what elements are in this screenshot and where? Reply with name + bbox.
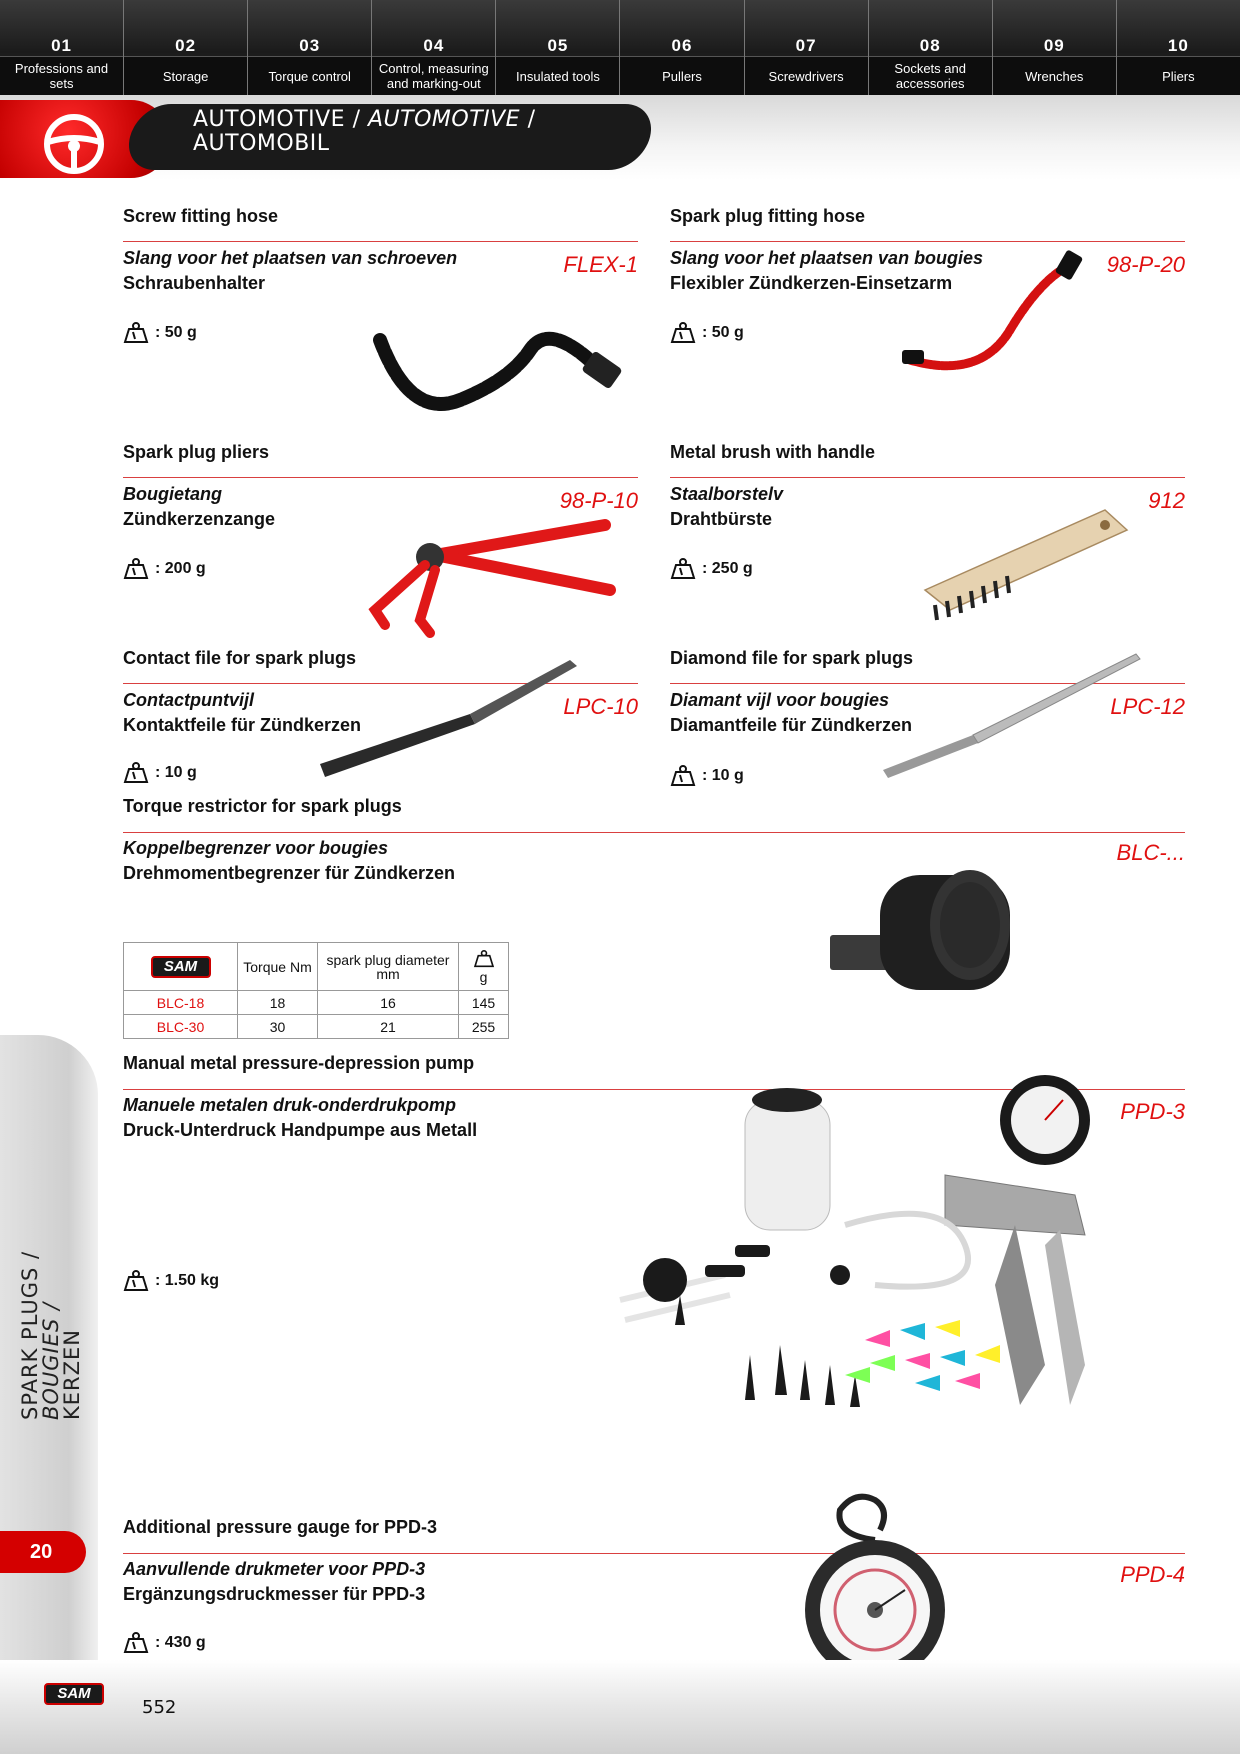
product-title: Diamond file for spark plugs (670, 648, 914, 668)
product-name-de: Diamantfeile für Zündkerzen (670, 715, 913, 735)
blc-spec-table (123, 942, 509, 1039)
nav-number: 05 (547, 36, 569, 55)
product-name-de: Ergänzungsdruckmesser für PPD-3 (123, 1584, 426, 1604)
product-title: Manual metal pressure-depression pump (123, 1053, 475, 1073)
metal-brush-image (915, 495, 1135, 630)
divider (123, 832, 1185, 833)
nav-label: Wrenches (1025, 68, 1084, 84)
fitting-hose-image (900, 250, 1090, 380)
spark-plug-pliers-image (365, 515, 625, 640)
weight-scale-icon (123, 762, 149, 784)
nav-tab-pliers[interactable] (1117, 0, 1240, 95)
row-weight: 255 (459, 1015, 509, 1039)
product-code[interactable]: LPC-12 (1110, 694, 1185, 719)
nav-tab-pullers[interactable] (620, 0, 744, 95)
row-diameter: 21 (318, 1015, 459, 1039)
section-title-en: AUTOMOTIVE / (193, 107, 368, 132)
product-code[interactable]: 98-P-10 (559, 488, 638, 513)
nav-tab-measuring[interactable] (372, 0, 496, 95)
weight-value: : 50 g (702, 324, 744, 341)
nav-label: Sockets and accessories (894, 61, 966, 91)
product-title: Spark plug pliers (123, 442, 270, 462)
product-weight (123, 558, 206, 580)
product-name-de: Schraubenhalter (123, 273, 266, 293)
product-name-de: Zündkerzenzange (123, 509, 276, 529)
product-title: Metal brush with handle (670, 442, 876, 462)
product-name-de: Drehmomentbegrenzer für Zündkerzen (123, 863, 456, 883)
row-torque: 30 (238, 1015, 318, 1039)
nav-number: 06 (671, 36, 693, 55)
nav-number: 10 (1167, 36, 1189, 55)
nav-tab-wrenches[interactable] (993, 0, 1117, 95)
product-name-nl: Slang voor het plaatsen van schroeven (123, 248, 458, 268)
nav-label: Torque control (268, 68, 351, 84)
divider (123, 1553, 1185, 1554)
weight-scale-icon (670, 322, 696, 344)
weight-scale-icon (123, 558, 149, 580)
product-weight (670, 558, 753, 580)
footer-background (0, 1660, 1240, 1754)
section-title-nl: AUTOMOTIVE (367, 107, 521, 132)
product-code[interactable]: PPD-3 (1120, 1099, 1185, 1124)
nav-label: Pullers (662, 68, 702, 84)
product-name-nl: Aanvullende drukmeter voor PPD-3 (123, 1559, 426, 1579)
product-code[interactable]: 912 (1148, 488, 1185, 513)
weight-value: : 50 g (155, 324, 197, 341)
divider (123, 241, 638, 242)
contact-file-image (315, 652, 580, 782)
sam-logo: SAM (44, 1683, 104, 1705)
product-title: Torque restrictor for spark plugs (123, 796, 402, 816)
nav-tab-torque-control[interactable] (248, 0, 372, 95)
product-title: Contact file for spark plugs (123, 648, 357, 668)
divider (670, 241, 1185, 242)
product-name-de: Flexibler Zündkerzen-Einsetzarm (670, 273, 953, 293)
product-code[interactable]: FLEX-1 (563, 252, 638, 277)
product-name-nl: Koppelbegrenzer voor bougies (123, 838, 389, 858)
nav-label: Pliers (1162, 68, 1195, 84)
pressure-pump-kit-image (615, 1065, 1115, 1475)
nav-number: 09 (1043, 36, 1065, 55)
nav-number: 02 (175, 36, 197, 55)
diamond-file-image (878, 650, 1143, 785)
table-header-brand (124, 943, 238, 991)
side-category-label (20, 1120, 83, 1420)
product-name-nl: Diamant vijl voor bougies (670, 690, 890, 710)
product-code[interactable]: PPD-4 (1120, 1562, 1185, 1587)
table-header-torque: Torque Nm (238, 943, 318, 991)
chapter-tab[interactable]: 20 (0, 1531, 86, 1573)
product-weight (123, 762, 197, 784)
nav-tab-storage[interactable] (124, 0, 248, 95)
product-name-nl: Slang voor het plaatsen van bougies (670, 248, 984, 268)
product-name-nl: Staalborstelv (670, 484, 784, 504)
diameter-unit: mm (376, 965, 400, 982)
product-code[interactable]: BLC-... (1116, 840, 1185, 865)
product-name-nl: Manuele metalen druk-onderdrukpomp (123, 1095, 457, 1115)
sam-logo: SAM (151, 956, 211, 978)
weight-value: : 200 g (155, 560, 206, 577)
side-label-nl: BOUGIES / (39, 1301, 63, 1420)
table-header-row (124, 943, 509, 991)
steering-wheel-icon (42, 112, 106, 176)
weight-value: : 10 g (155, 764, 197, 781)
section-title-de: AUTOMOBIL (193, 131, 330, 156)
product-code[interactable]: LPC-10 (563, 694, 638, 719)
nav-number: 01 (51, 36, 72, 55)
weight-scale-icon (670, 765, 696, 787)
nav-label: Insulated tools (516, 68, 600, 84)
torque-restrictor-image (825, 840, 1035, 1000)
product-name-nl: Bougietang (123, 484, 222, 504)
weight-value: : 430 g (155, 1634, 206, 1651)
product-code[interactable]: 98-P-20 (1106, 252, 1185, 277)
table-header-weight (459, 943, 509, 991)
divider (123, 477, 638, 478)
weight-scale-icon (123, 1270, 149, 1292)
nav-number: 08 (919, 36, 941, 55)
divider (670, 477, 1185, 478)
nav-tab-sockets[interactable] (869, 0, 993, 95)
product-name-de: Drahtbürste (670, 509, 773, 529)
nav-label: Professions and sets (14, 61, 109, 91)
product-weight (670, 765, 744, 787)
nav-label: Storage (162, 68, 209, 84)
row-code[interactable]: BLC-30 (124, 1015, 238, 1039)
nav-tab-insulated[interactable] (496, 0, 620, 95)
side-label-de: KERZEN (60, 1329, 84, 1420)
row-weight: 145 (459, 991, 509, 1015)
section-title (193, 108, 535, 156)
weight-value: : 10 g (702, 767, 744, 784)
product-title: Additional pressure gauge for PPD-3 (123, 1517, 438, 1537)
nav-number: 03 (299, 36, 321, 55)
weight-scale-icon (670, 558, 696, 580)
table-header-diameter (318, 943, 459, 991)
nav-number: 04 (423, 36, 445, 55)
nav-number: 07 (795, 36, 817, 55)
nav-label: Control, measuring and marking-out (378, 61, 489, 91)
weight-scale-icon (123, 1632, 149, 1654)
product-name-de: Kontaktfeile für Zündkerzen (123, 715, 362, 735)
product-weight (670, 322, 744, 344)
table-row (124, 991, 509, 1015)
weight-value: : 250 g (702, 560, 753, 577)
product-weight (123, 322, 197, 344)
section-title-sep: / (520, 107, 536, 132)
weight-scale-icon (473, 950, 495, 968)
product-title: Spark plug fitting hose (670, 206, 866, 226)
product-weight (123, 1270, 219, 1292)
nav-tab-screwdrivers[interactable] (745, 0, 869, 95)
top-navigation (0, 0, 1240, 95)
row-diameter: 16 (318, 991, 459, 1015)
product-weight (123, 1632, 206, 1654)
page-number: 552 (142, 1697, 177, 1718)
flex-hose-image (370, 310, 630, 415)
weight-value: : 1.50 kg (155, 1272, 220, 1289)
weight-scale-icon (123, 322, 149, 344)
product-name-nl: Contactpuntvijl (123, 690, 254, 710)
table-row (124, 1015, 509, 1039)
product-name-de: Druck-Unterdruck Handpumpe aus Metall (123, 1120, 478, 1140)
side-label-en: SPARK PLUGS / (18, 1250, 42, 1420)
nav-tab-professions[interactable] (0, 0, 124, 95)
weight-unit: g (479, 968, 488, 985)
row-torque: 18 (238, 991, 318, 1015)
nav-label: Screwdrivers (768, 68, 844, 84)
product-title: Screw fitting hose (123, 206, 279, 226)
diameter-label: spark plug diameter (326, 951, 450, 968)
row-code[interactable]: BLC-18 (124, 991, 238, 1015)
